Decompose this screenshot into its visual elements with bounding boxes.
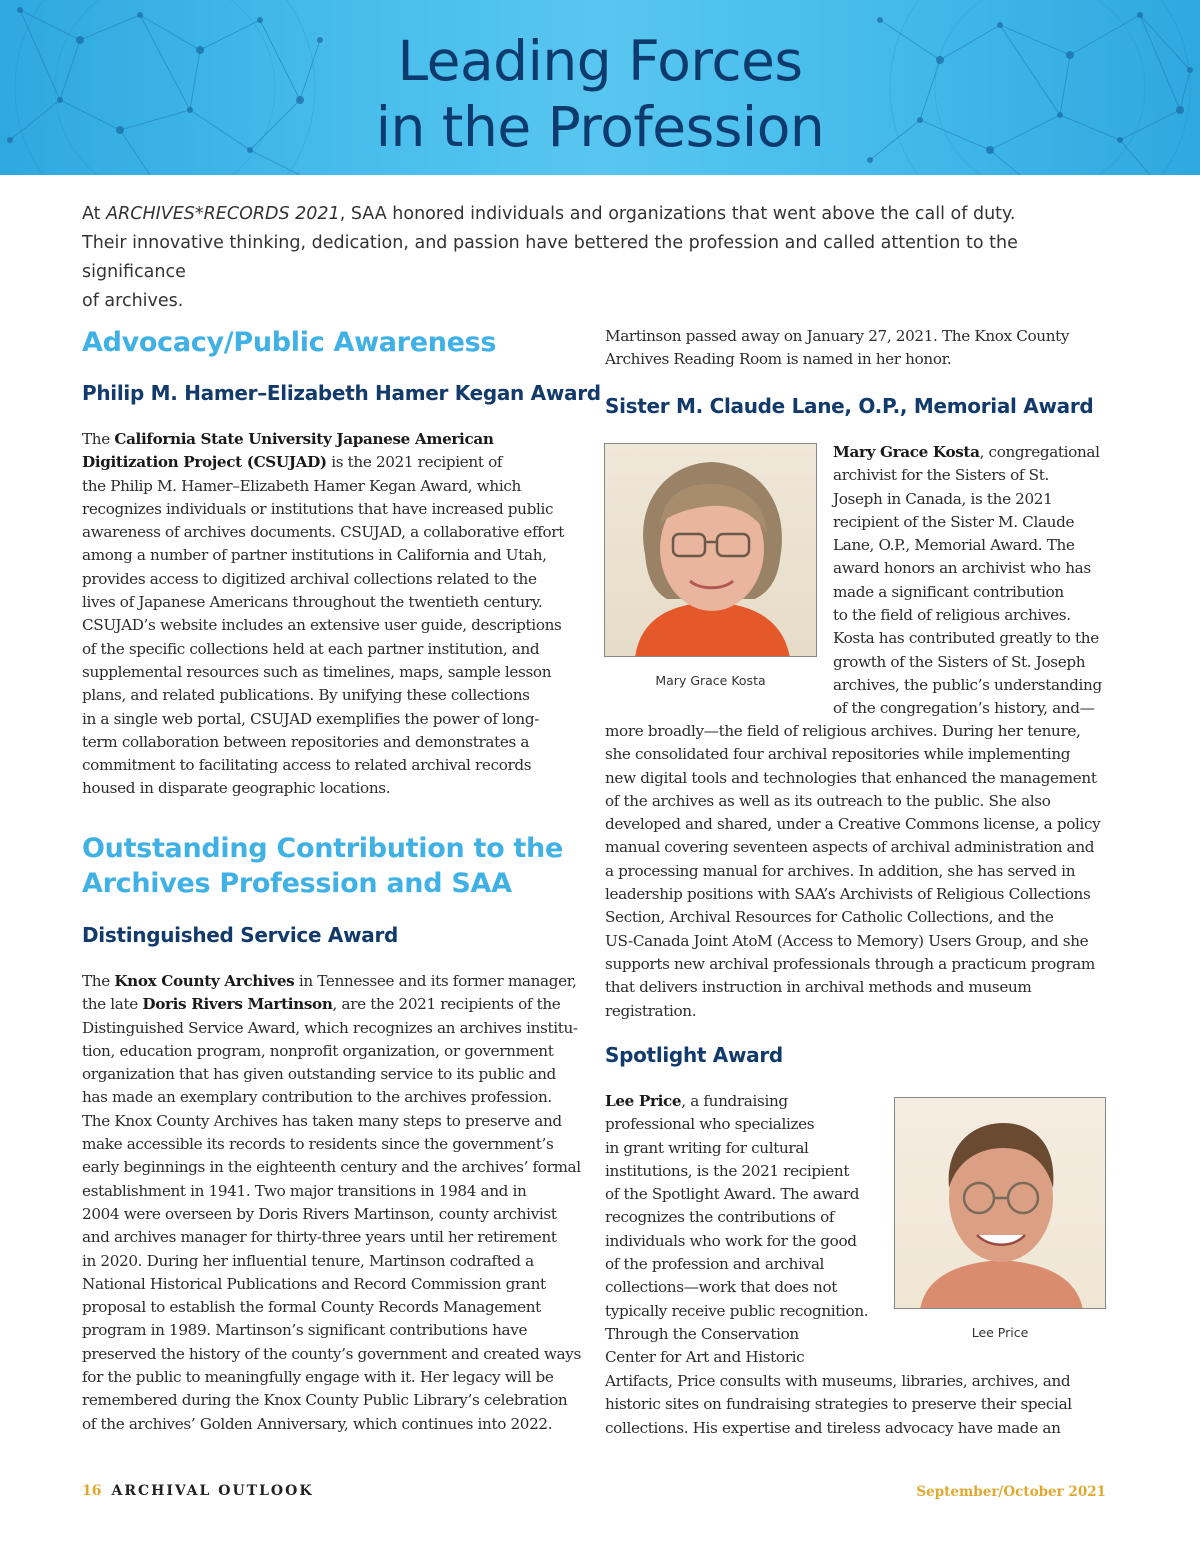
caption-lee-price: Lee Price <box>971 1325 1029 1340</box>
text-line <box>82 1180 592 1203</box>
recipient-name: Mary Grace Kosta <box>833 443 980 461</box>
text-segment: professional who specializes <box>605 1115 815 1134</box>
text-line <box>605 1000 1120 1023</box>
text-segment: Lane, O.P., Memorial Award. The <box>833 536 1075 555</box>
text-segment: of the profession and archival <box>605 1255 825 1274</box>
text-line <box>605 953 1120 976</box>
text-segment: Kosta has contributed greatly to the <box>833 629 1099 648</box>
text-segment: Archives Reading Room is named in her honor. <box>605 350 952 369</box>
text-segment: Section, Archival Resources for Catholic Collections, and the <box>605 908 1054 927</box>
text-segment: Artifacts, Price consults with museums, libraries, archives, and <box>605 1372 1071 1390</box>
award-heading-spotlight: Spotlight Award <box>605 1043 783 1067</box>
text-line <box>833 464 1118 487</box>
text-segment: awareness of archives documents. CSUJAD, a collaborative effort <box>82 523 564 542</box>
text-line <box>82 1296 592 1319</box>
text-segment: , congregational <box>979 443 1100 461</box>
text-line <box>82 1063 592 1086</box>
text-segment: collections—work that does not <box>605 1278 838 1297</box>
section-heading-outstanding-contribution <box>82 831 563 901</box>
text-line <box>82 568 592 591</box>
text-line <box>82 1389 592 1412</box>
text-line <box>82 498 592 521</box>
text-segment: institutions, is the 2021 recipient <box>605 1161 850 1180</box>
text-segment: provides access to digitized archival collections related to the <box>82 569 537 588</box>
text-line <box>82 1343 592 1366</box>
text-segment: supplemental resources such as timelines, maps, sample lesson <box>82 662 552 681</box>
text-segment: recipient of the Sister M. Claude <box>833 512 1075 531</box>
page-number: 16 <box>82 1483 102 1499</box>
text-segment: , are the 2021 recipients of the <box>332 995 561 1014</box>
text-line <box>833 534 1118 557</box>
text-line <box>833 604 1118 627</box>
footer-issue-date: September/October 2021 <box>916 1484 1106 1500</box>
text-line <box>605 1370 1120 1393</box>
text-segment: term collaboration between repositories and demonstrates a <box>82 732 530 751</box>
intro-line1 <box>82 200 1112 229</box>
text-line <box>82 708 592 731</box>
text-segment: lives of Japanese Americans throughout the twentieth century. <box>82 593 543 612</box>
text-segment: preserved the history of the county’s government and created ways <box>82 1344 581 1363</box>
text-line <box>605 348 1115 371</box>
text-line <box>605 767 1120 790</box>
text-line <box>82 1250 592 1273</box>
photo-lee-price <box>894 1097 1106 1309</box>
award-body-hamer-kegan <box>82 428 592 801</box>
text-line <box>833 627 1118 650</box>
award-heading-distinguished-service: Distinguished Service Award <box>82 923 399 947</box>
text-line <box>82 731 592 754</box>
text-segment: has made an exemplary contribution to the archives profession. <box>82 1088 552 1107</box>
text-segment: establishment in 1941. Two major transitions in 1984 and in <box>82 1181 527 1200</box>
text-line <box>82 614 592 637</box>
text-line <box>82 1017 592 1040</box>
text-segment: tion, education program, nonprofit organization, or government <box>82 1041 554 1060</box>
text-line <box>605 1113 890 1136</box>
award-body-claude-lane-wide <box>605 720 1120 1023</box>
text-segment: Through the Conservation <box>605 1324 799 1343</box>
text-line <box>605 1183 890 1206</box>
text-line <box>82 970 592 993</box>
text-segment: Center for Art and Historic <box>605 1348 805 1367</box>
text-line <box>605 1090 890 1113</box>
page-title-line1: Leading Forces <box>397 29 803 93</box>
recipient-name: Lee Price <box>605 1092 682 1110</box>
text-segment: the Philip M. Hamer–Elizabeth Hamer Kegan Award, which <box>82 476 521 495</box>
text-segment: The <box>82 430 115 448</box>
text-segment: in a single web portal, CSUJAD exemplifies the power of long- <box>82 709 539 728</box>
text-segment: typically receive public recognition. <box>605 1301 869 1320</box>
intro-event-name: ARCHIVES*RECORDS 2021 <box>106 204 340 224</box>
section-heading-advocacy: Advocacy/Public Awareness <box>82 327 497 358</box>
text-segment: National Historical Publications and Record Commission grant <box>82 1274 546 1293</box>
text-line <box>833 651 1118 674</box>
text-segment: CSUJAD’s website includes an extensive user guide, descriptions <box>82 616 562 635</box>
text-line <box>605 743 1120 766</box>
page-title <box>0 28 1200 160</box>
text-line <box>82 591 592 614</box>
text-segment: for the public to meaningfully engage with it. Her legacy will be <box>82 1368 554 1387</box>
intro-paragraph <box>82 200 1112 316</box>
text-line <box>605 1160 890 1183</box>
text-segment: new digital tools and technologies that enhanced the management <box>605 768 1097 787</box>
text-segment: that delivers instruction in archival methods and museum <box>605 978 1032 997</box>
text-line <box>82 428 592 451</box>
recipient-name: Knox County Archives <box>114 972 295 990</box>
text-line <box>833 488 1118 511</box>
text-segment: make accessible its records to residents since the government’s <box>82 1135 554 1154</box>
recipient-name: Digitization Project (CSUJAD) <box>82 453 327 472</box>
text-line <box>833 441 1118 464</box>
text-line <box>833 511 1118 534</box>
text-segment: Martinson passed away on January 27, 2021. The Knox County <box>605 327 1070 345</box>
text-line <box>605 1417 1120 1440</box>
intro-line1-rest: , SAA honored individuals and organizations that went above the call of duty. <box>339 204 1016 224</box>
text-segment: The Knox County Archives has taken many steps to preserve and <box>82 1111 562 1130</box>
text-segment: US-Canada Joint AtoM (Access to Memory) Users Group, and she <box>605 931 1089 950</box>
text-segment: plans, and related publications. By unifying these collections <box>82 686 530 705</box>
text-line <box>82 684 592 707</box>
text-line <box>605 1206 890 1229</box>
award-heading-hamer-kegan: Philip M. Hamer–Elizabeth Hamer Kegan Award <box>82 381 601 405</box>
text-line <box>605 1230 890 1253</box>
text-line <box>605 1137 890 1160</box>
text-line <box>605 813 1120 836</box>
text-line <box>82 1110 592 1133</box>
text-segment: commitment to facilitating access to related archival records <box>82 756 532 775</box>
text-segment: developed and shared, under a Creative Commons license, a policy <box>605 815 1101 834</box>
text-segment: made a significant contribution <box>833 582 1064 601</box>
text-segment: and archives manager for thirty-three years until her retirement <box>82 1228 557 1247</box>
text-segment: organization that has given outstanding service to its public and <box>82 1065 556 1084</box>
text-line <box>82 1040 592 1063</box>
text-segment: The <box>82 972 115 990</box>
text-line <box>82 1133 592 1156</box>
text-segment: program in 1989. Martinson’s significant contributions have <box>82 1321 528 1340</box>
text-segment: recognizes the contributions of <box>605 1208 835 1227</box>
text-line <box>605 976 1120 999</box>
text-line <box>82 1366 592 1389</box>
text-segment: more broadly—the field of religious archives. During her tenure, <box>605 722 1081 740</box>
text-line <box>833 674 1118 697</box>
text-segment: remembered during the Knox County Public Library’s celebration <box>82 1391 568 1410</box>
photo-mary-grace-kosta <box>604 443 817 657</box>
recipient-name: Doris Rivers Martinson <box>142 995 333 1014</box>
intro-prefix: At <box>82 204 107 224</box>
text-segment: archives, the public’s understanding <box>833 675 1102 694</box>
text-line <box>605 1276 890 1299</box>
text-line <box>605 720 1120 743</box>
publication-name: ARCHIVAL OUTLOOK <box>111 1483 314 1499</box>
text-line <box>82 521 592 544</box>
text-line <box>833 557 1118 580</box>
text-line <box>605 930 1120 953</box>
text-segment: registration. <box>605 1001 697 1020</box>
text-line <box>82 451 592 474</box>
text-line <box>82 638 592 661</box>
intro-line3: of archives. <box>82 291 184 311</box>
text-segment: the late <box>82 995 143 1014</box>
text-line <box>605 1393 1120 1416</box>
text-line <box>82 1226 592 1249</box>
text-segment: archivist for the Sisters of St. <box>833 466 1049 485</box>
text-line <box>82 544 592 567</box>
text-line <box>82 777 592 800</box>
text-segment: she consolidated four archival repositories while implementing <box>605 745 1071 764</box>
text-line <box>82 1273 592 1296</box>
text-line <box>605 1253 890 1276</box>
text-line <box>605 790 1120 813</box>
text-segment: manual covering seventeen aspects of archival administration and <box>605 838 1095 857</box>
text-segment: 2004 were overseen by Doris Rivers Martinson, county archivist <box>82 1204 557 1223</box>
text-segment: to the field of religious archives. <box>833 606 1071 625</box>
text-segment: growth of the Sisters of St. Joseph <box>833 652 1086 671</box>
recipient-name: California State University Japanese American <box>114 430 494 448</box>
text-line <box>82 661 592 684</box>
text-line <box>605 1300 890 1323</box>
text-segment: of the congregation’s history, and— <box>833 699 1095 718</box>
text-segment: leadership positions with SAA’s Archivists of Religious Collections <box>605 885 1091 904</box>
award-body-spotlight-narrow <box>605 1090 890 1370</box>
text-line <box>82 1203 592 1226</box>
text-segment: of the archives’ Golden Anniversary, which continues into 2022. <box>82 1414 553 1433</box>
award-body-distinguished-service <box>82 970 592 1436</box>
text-line <box>82 1086 592 1109</box>
section-heading-line2: Archives Profession and SAA <box>82 868 512 899</box>
text-segment: supports new archival professionals through a practicum program <box>605 954 1095 973</box>
text-segment: among a number of partner institutions in California and Utah, <box>82 546 547 565</box>
text-line <box>82 475 592 498</box>
footer-publication <box>82 1483 313 1499</box>
text-segment: a processing manual for archives. In addition, she has served in <box>605 861 1076 880</box>
text-line <box>605 860 1120 883</box>
text-segment: in grant writing for cultural <box>605 1138 809 1157</box>
section-heading-line1: Outstanding Contribution to the <box>82 833 563 864</box>
text-segment: individuals who work for the good <box>605 1231 857 1250</box>
text-segment: Distinguished Service Award, which recognizes an archives institu- <box>82 1018 578 1037</box>
text-line <box>82 1413 592 1436</box>
text-segment: of the archives as well as its outreach to the public. She also <box>605 791 1051 810</box>
text-line <box>82 993 592 1016</box>
award-heading-claude-lane: Sister M. Claude Lane, O.P., Memorial Award <box>605 394 1094 418</box>
text-segment: of the specific collections held at each partner institution, and <box>82 639 540 658</box>
text-segment: in 2020. During her influential tenure, Martinson codrafted a <box>82 1251 534 1270</box>
award-body-spotlight-wide <box>605 1370 1120 1440</box>
text-segment: proposal to establish the formal County Records Management <box>82 1298 541 1317</box>
text-line <box>605 1323 890 1346</box>
text-segment: collections. His expertise and tireless advocacy have made an <box>605 1418 1061 1437</box>
intro-line2: Their innovative thinking, dedication, and passion have bettered the profession and called attention to the significance <box>82 233 1018 282</box>
text-segment: award honors an archivist who has <box>833 559 1091 578</box>
text-line <box>82 1156 592 1179</box>
text-segment: early beginnings in the eighteenth century and the archives’ formal <box>82 1158 581 1177</box>
caption-mary-grace-kosta: Mary Grace Kosta <box>655 673 766 688</box>
award-body-claude-lane-narrow <box>833 441 1118 721</box>
text-segment: Joseph in Canada, is the 2021 <box>833 489 1053 508</box>
portrait-illustration <box>895 1098 1106 1309</box>
text-segment: in Tennessee and its former manager, <box>294 972 577 990</box>
text-line <box>605 883 1120 906</box>
text-line <box>833 697 1118 720</box>
text-segment: housed in disparate geographic locations. <box>82 779 391 798</box>
text-line <box>82 754 592 777</box>
header-banner <box>0 0 1200 175</box>
text-segment: recognizes individuals or institutions that have increased public <box>82 499 554 518</box>
text-segment: , a fundraising <box>681 1092 788 1110</box>
text-segment: historic sites on fundraising strategies to preserve their special <box>605 1395 1072 1414</box>
text-segment: of the Spotlight Award. The award <box>605 1185 860 1204</box>
text-line <box>605 836 1120 859</box>
page-title-line2: in the Profession <box>375 95 825 159</box>
text-line <box>605 1346 890 1369</box>
text-segment: is the 2021 recipient of <box>326 453 503 472</box>
text-line <box>82 1319 592 1342</box>
text-line <box>605 325 1115 348</box>
text-line <box>833 581 1118 604</box>
portrait-illustration <box>605 444 817 657</box>
continued-text-martinson <box>605 325 1115 372</box>
text-line <box>605 906 1120 929</box>
